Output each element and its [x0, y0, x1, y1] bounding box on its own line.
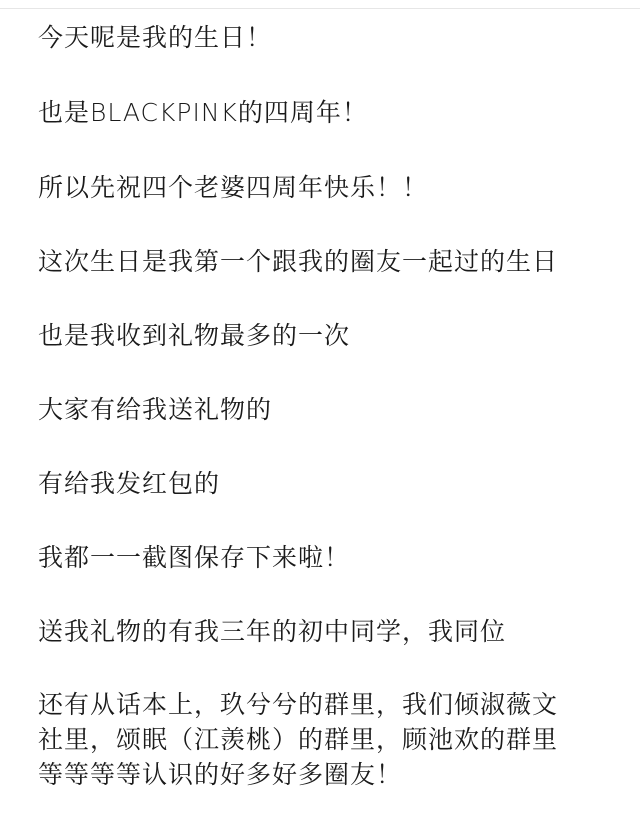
text-line: 所以先祝四个老婆四周年快乐！！: [38, 173, 429, 202]
text-line: 有给我发红包的: [38, 469, 221, 498]
text-line: 等等等等认识的好多好多圈友！: [38, 760, 403, 789]
text-line: 送我礼物的有我三年的初中同学，我同位: [38, 617, 507, 646]
text-line: 还有从话本上，玖兮兮的群里，我们倾淑薇文: [38, 690, 559, 719]
text-line: 我都一一截图保存下来啦！: [38, 543, 351, 572]
text-line: 大家有给我送礼物的: [38, 395, 273, 424]
text-line: 这次生日是我第一个跟我的圈友一起过的生日: [38, 247, 559, 276]
top-divider: [0, 8, 640, 9]
text-line: 今天呢是我的生日！: [38, 23, 273, 52]
text-line: 也是BLACKPINK的四周年！: [38, 98, 368, 127]
text-line: 也是我收到礼物最多的一次: [38, 321, 351, 350]
text-line: 社里，颂眠（江羡桃）的群里，顾池欢的群里: [38, 725, 559, 754]
